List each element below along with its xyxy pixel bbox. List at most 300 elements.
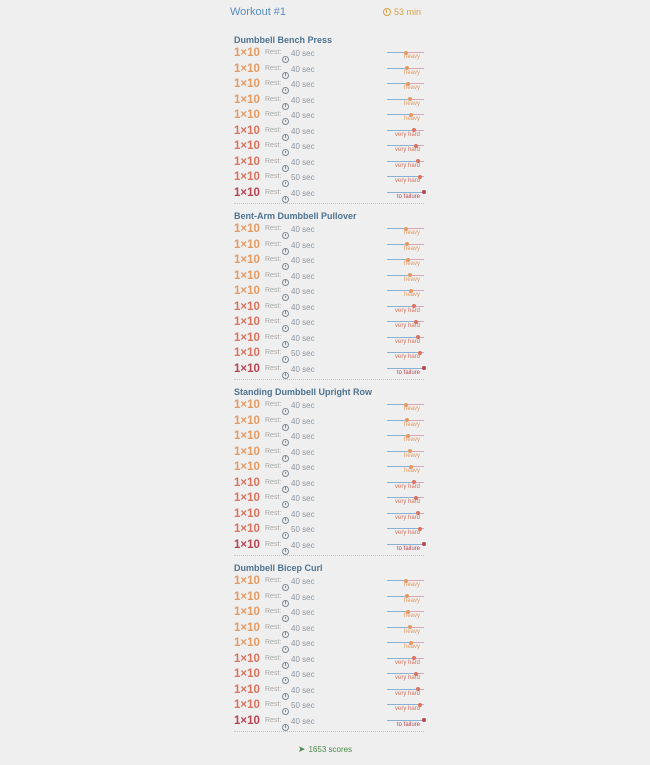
rest-label: Rest:: [265, 271, 282, 279]
set-reps: 1×10: [234, 575, 260, 587]
rest-value: 40 sec: [291, 111, 315, 120]
intensity-slider[interactable]: [387, 636, 424, 651]
intensity-label: to failure: [396, 545, 420, 552]
intensity-track-filled: [387, 176, 420, 177]
rest-label: Rest:: [265, 240, 282, 248]
intensity-track-filled: [387, 114, 411, 115]
intensity-label: heavy: [403, 613, 420, 619]
intensity-track-filled: [387, 337, 418, 338]
rest-value: 40 sec: [291, 364, 315, 374]
intensity-label: very hard: [394, 675, 420, 681]
intensity-track-rest: [407, 596, 424, 597]
rest-value: 40 sec: [291, 240, 315, 250]
intensity-label: heavy: [403, 85, 420, 91]
rest-value: 40 sec: [291, 188, 315, 198]
set-reps: 1×10: [234, 621, 260, 634]
clock-icon: [282, 190, 289, 208]
clock-icon: [282, 366, 289, 384]
set-reps: 1×10: [234, 668, 260, 680]
rest-value: 50 sec: [291, 525, 315, 534]
rest-label: Rest:: [265, 623, 282, 631]
intensity-track-rest: [408, 259, 424, 260]
set-reps: 1×10: [234, 155, 260, 168]
intensity-track-filled: [387, 544, 424, 545]
intensity-track-filled: [387, 689, 418, 690]
intensity-label: very hard: [394, 338, 420, 345]
intensity-label: heavy: [403, 582, 420, 588]
rest-label: Rest:: [265, 111, 282, 118]
rest-label: Rest:: [265, 432, 282, 439]
intensity-label: to failure: [396, 721, 420, 728]
intensity-track-filled: [387, 68, 407, 69]
intensity-slider[interactable]: [387, 460, 424, 475]
intensity-track-filled: [387, 704, 420, 705]
intensity-handle[interactable]: [422, 718, 426, 722]
set-row: [234, 605, 424, 621]
intensity-label: very hard: [394, 178, 420, 184]
set-row: [234, 621, 424, 637]
intensity-slider[interactable]: [387, 605, 424, 620]
rest-label: Rest:: [265, 577, 282, 584]
rest-value: 40 sec: [291, 509, 315, 519]
intensity-slider[interactable]: [387, 155, 424, 170]
intensity-slider[interactable]: [387, 93, 424, 108]
set-reps: 1×10: [234, 399, 260, 411]
set-reps: 1×10: [234, 347, 260, 359]
rest-value: 40 sec: [291, 126, 315, 136]
intensity-track-filled: [387, 596, 407, 597]
rest-value: 40 sec: [291, 302, 315, 312]
intensity-label: very hard: [394, 483, 420, 490]
rest-label: Rest:: [265, 608, 282, 615]
rest-label: Rest:: [265, 126, 282, 134]
intensity-track-filled: [387, 83, 408, 84]
set-reps: 1×10: [234, 285, 260, 297]
intensity-label: heavy: [403, 261, 420, 267]
intensity-track-filled: [387, 513, 418, 514]
intensity-track-filled: [387, 259, 408, 260]
intensity-label: very hard: [394, 706, 420, 712]
intensity-slider[interactable]: [387, 491, 424, 506]
intensity-track-rest: [410, 451, 424, 452]
rest-label: Rest:: [265, 318, 282, 325]
intensity-track-filled: [387, 451, 410, 452]
rest-label: Rest:: [265, 142, 282, 149]
rest-value: 40 sec: [291, 432, 315, 441]
intensity-label: heavy: [403, 406, 420, 412]
set-row: [234, 238, 424, 254]
rest-value: 50 sec: [291, 701, 315, 710]
rest-value: 40 sec: [291, 142, 315, 151]
intensity-track-rest: [406, 52, 424, 53]
intensity-slider[interactable]: [387, 714, 424, 729]
set-reps: 1×10: [234, 606, 260, 618]
intensity-handle[interactable]: [422, 542, 426, 546]
intensity-track-filled: [387, 673, 416, 674]
intensity-label: heavy: [403, 230, 420, 236]
intensity-slider[interactable]: [387, 429, 424, 444]
intensity-slider[interactable]: [387, 238, 424, 253]
set-row: [234, 667, 424, 683]
intensity-slider[interactable]: [387, 398, 424, 413]
set-row: [234, 186, 424, 202]
intensity-slider[interactable]: [387, 652, 424, 667]
intensity-slider[interactable]: [387, 362, 424, 377]
set-reps: 1×10: [234, 254, 260, 266]
intensity-label: heavy: [403, 452, 420, 459]
intensity-slider[interactable]: [387, 269, 424, 284]
intensity-track-filled: [387, 290, 411, 291]
rest-value: 40 sec: [291, 685, 315, 695]
rest-label: Rest:: [265, 64, 282, 72]
intensity-slider[interactable]: [387, 621, 424, 636]
set-row: [234, 714, 424, 730]
rest-label: Rest:: [265, 49, 282, 56]
set-row: [234, 538, 424, 554]
intensity-track-filled: [387, 482, 414, 483]
rest-value: 40 sec: [291, 80, 315, 89]
intensity-slider[interactable]: [387, 315, 424, 330]
set-reps: 1×10: [234, 109, 260, 121]
intensity-track-filled: [387, 192, 424, 193]
set-row: [234, 683, 424, 699]
rest-value: 50 sec: [291, 349, 315, 358]
intensity-slider[interactable]: [387, 139, 424, 154]
rest-value: 40 sec: [291, 654, 315, 664]
set-reps: 1×10: [234, 637, 260, 649]
intensity-label: heavy: [403, 421, 420, 428]
set-row: [234, 522, 424, 538]
intensity-track-filled: [387, 321, 416, 322]
rest-value: 40 sec: [291, 716, 315, 726]
rest-value: 40 sec: [291, 318, 315, 327]
intensity-label: very hard: [394, 162, 420, 169]
set-reps: 1×10: [234, 507, 260, 520]
rest-value: 40 sec: [291, 256, 315, 265]
intensity-slider[interactable]: [387, 77, 424, 92]
rest-value: 40 sec: [291, 225, 315, 234]
rest-value: 40 sec: [291, 478, 315, 488]
intensity-slider[interactable]: [387, 300, 424, 315]
intensity-track-filled: [387, 244, 407, 245]
rest-label: Rest:: [265, 701, 282, 708]
set-row: [234, 460, 424, 476]
exercise-divider: [234, 731, 424, 732]
intensity-handle[interactable]: [422, 190, 426, 194]
set-reps: 1×10: [234, 47, 260, 59]
workout-header: [230, 4, 421, 20]
intensity-slider[interactable]: [387, 253, 424, 268]
rest-value: 40 sec: [291, 592, 315, 602]
rest-value: 40 sec: [291, 494, 315, 503]
intensity-slider[interactable]: [387, 124, 424, 139]
set-reps: 1×10: [234, 362, 260, 375]
duration-value: 53 min: [393, 7, 421, 17]
rest-value: 40 sec: [291, 64, 315, 74]
rest-value: 40 sec: [291, 333, 315, 343]
intensity-slider[interactable]: [387, 284, 424, 299]
rest-label: Rest:: [265, 333, 282, 341]
rest-label: Rest:: [265, 463, 282, 470]
set-reps: 1×10: [234, 223, 260, 235]
intensity-slider[interactable]: [387, 346, 424, 361]
rest-value: 40 sec: [291, 540, 315, 550]
rest-label: Rest:: [265, 639, 282, 646]
rest-value: 40 sec: [291, 157, 315, 167]
rest-label: Rest:: [265, 256, 282, 263]
intensity-track-rest: [407, 68, 424, 69]
set-row: [234, 590, 424, 606]
intensity-track-rest: [410, 99, 424, 100]
intensity-track-rest: [410, 627, 424, 628]
intensity-handle[interactable]: [422, 366, 426, 370]
intensity-label: heavy: [403, 644, 420, 650]
intensity-slider[interactable]: [387, 590, 424, 605]
intensity-label: very hard: [394, 659, 420, 666]
rest-label: Rest:: [265, 509, 282, 517]
intensity-track-filled: [387, 720, 424, 721]
intensity-label: to failure: [396, 193, 420, 200]
set-reps: 1×10: [234, 492, 260, 504]
clock-icon: [282, 718, 289, 736]
set-reps: 1×10: [234, 683, 260, 696]
intensity-label: heavy: [403, 292, 420, 298]
set-reps: 1×10: [234, 171, 260, 183]
set-row: [234, 429, 424, 445]
intensity-track-filled: [387, 368, 424, 369]
exercise-name[interactable]: Standing Dumbbell Upright Row: [234, 387, 372, 397]
rest-value: 40 sec: [291, 639, 315, 648]
exercise-divider: [234, 555, 424, 556]
set-row: [234, 398, 424, 414]
set-row: [234, 362, 424, 378]
set-row: [234, 574, 424, 590]
rest-label: Rest:: [265, 478, 282, 486]
set-reps: 1×10: [234, 316, 260, 328]
set-row: [234, 93, 424, 109]
rest-label: Rest:: [265, 225, 282, 232]
intensity-slider[interactable]: [387, 62, 424, 77]
rest-label: Rest:: [265, 540, 282, 548]
set-row: [234, 445, 424, 461]
set-row: [234, 652, 424, 668]
intensity-label: heavy: [403, 69, 420, 76]
set-row: [234, 46, 424, 62]
intensity-track-rest: [407, 420, 424, 421]
intensity-track-filled: [387, 528, 420, 529]
rest-label: Rest:: [265, 95, 282, 103]
intensity-track-filled: [387, 99, 410, 100]
intensity-label: to failure: [396, 369, 420, 376]
rest-label: Rest:: [265, 157, 282, 165]
intensity-label: heavy: [403, 468, 420, 474]
set-row: [234, 155, 424, 171]
intensity-track-filled: [387, 130, 414, 131]
rest-label: Rest:: [265, 173, 282, 180]
set-reps: 1×10: [234, 186, 260, 199]
intensity-label: very hard: [394, 131, 420, 138]
workout-title[interactable]: Workout #1: [230, 6, 287, 18]
rest-label: Rest:: [265, 349, 282, 356]
intensity-label: heavy: [403, 100, 420, 107]
intensity-slider[interactable]: [387, 538, 424, 553]
rest-label: Rest:: [265, 188, 282, 196]
rest-value: 40 sec: [291, 287, 315, 296]
rest-label: Rest:: [265, 447, 282, 455]
scores-count: 1653 scores: [308, 745, 353, 754]
exercise-block: [234, 210, 424, 380]
set-row: [234, 698, 424, 714]
intensity-track-filled: [387, 420, 407, 421]
intensity-slider[interactable]: [387, 170, 424, 185]
intensity-track-rest: [406, 580, 424, 581]
set-row: [234, 331, 424, 347]
set-reps: 1×10: [234, 331, 260, 344]
rest-value: 40 sec: [291, 271, 315, 281]
set-reps: 1×10: [234, 238, 260, 251]
intensity-label: heavy: [403, 437, 420, 443]
rest-value: 40 sec: [291, 577, 315, 586]
rest-value: 40 sec: [291, 49, 315, 58]
exercise-name[interactable]: Dumbbell Bench Press: [234, 35, 333, 45]
set-row: [234, 507, 424, 523]
intensity-slider[interactable]: [387, 507, 424, 522]
set-row: [234, 139, 424, 155]
rest-label: Rest:: [265, 525, 282, 532]
intensity-track-filled: [387, 435, 408, 436]
set-reps: 1×10: [234, 476, 260, 489]
rest-label: Rest:: [265, 364, 282, 372]
rest-label: Rest:: [265, 287, 282, 294]
clock-icon: [383, 8, 391, 16]
intensity-label: heavy: [403, 245, 420, 252]
intensity-slider[interactable]: [387, 574, 424, 589]
set-row: [234, 124, 424, 140]
set-reps: 1×10: [234, 300, 260, 313]
intensity-track-filled: [387, 497, 416, 498]
intensity-slider[interactable]: [387, 522, 424, 537]
intensity-track-rest: [408, 611, 424, 612]
intensity-label: very hard: [394, 530, 420, 536]
set-row: [234, 222, 424, 238]
set-reps: 1×10: [234, 124, 260, 137]
intensity-track-filled: [387, 627, 410, 628]
set-reps: 1×10: [234, 652, 260, 665]
intensity-slider[interactable]: [387, 667, 424, 682]
set-reps: 1×10: [234, 414, 260, 427]
intensity-track-filled: [387, 145, 416, 146]
set-reps: 1×10: [234, 445, 260, 458]
rest-value: 40 sec: [291, 608, 315, 617]
intensity-slider[interactable]: [387, 222, 424, 237]
intensity-slider[interactable]: [387, 414, 424, 429]
rest-value: 40 sec: [291, 416, 315, 426]
rest-value: 40 sec: [291, 623, 315, 633]
intensity-track-rest: [410, 275, 424, 276]
set-reps: 1×10: [234, 461, 260, 473]
rest-label: Rest:: [265, 592, 282, 600]
set-reps: 1×10: [234, 140, 260, 152]
set-reps: 1×10: [234, 269, 260, 282]
intensity-track-rest: [406, 404, 424, 405]
intensity-track-filled: [387, 352, 420, 353]
intensity-track-rest: [408, 83, 424, 84]
intensity-label: heavy: [403, 54, 420, 60]
rest-value: 50 sec: [291, 173, 315, 182]
set-row: [234, 491, 424, 507]
intensity-track-filled: [387, 658, 414, 659]
set-reps: 1×10: [234, 62, 260, 75]
intensity-slider[interactable]: [387, 108, 424, 123]
intensity-slider[interactable]: [387, 445, 424, 460]
set-reps: 1×10: [234, 430, 260, 442]
set-row: [234, 636, 424, 652]
set-row: [234, 315, 424, 331]
intensity-label: heavy: [403, 628, 420, 635]
workout-duration: [383, 7, 421, 17]
intensity-label: heavy: [403, 597, 420, 604]
rest-label: Rest:: [265, 716, 282, 724]
set-row: [234, 476, 424, 492]
set-row: [234, 108, 424, 124]
rest-label: Rest:: [265, 80, 282, 87]
exercise-block: [234, 386, 424, 556]
rest-value: 40 sec: [291, 670, 315, 679]
intensity-slider[interactable]: [387, 698, 424, 713]
intensity-track-filled: [387, 642, 411, 643]
intensity-track-filled: [387, 466, 411, 467]
set-row: [234, 77, 424, 93]
set-reps: 1×10: [234, 590, 260, 603]
rest-value: 40 sec: [291, 95, 315, 105]
intensity-label: heavy: [403, 116, 420, 122]
set-row: [234, 170, 424, 186]
exercise-name[interactable]: Bent-Arm Dumbbell Pullover: [234, 211, 357, 221]
intensity-slider[interactable]: [387, 186, 424, 201]
intensity-track-filled: [387, 275, 410, 276]
intensity-track-rest: [406, 228, 424, 229]
intensity-slider[interactable]: [387, 683, 424, 698]
intensity-label: very hard: [394, 307, 420, 314]
rest-label: Rest:: [265, 654, 282, 662]
intensity-track-filled: [387, 161, 418, 162]
rocket-icon: ➤: [297, 744, 306, 754]
set-reps: 1×10: [234, 523, 260, 535]
intensity-label: very hard: [394, 323, 420, 329]
intensity-track-filled: [387, 611, 408, 612]
rest-label: Rest:: [265, 685, 282, 693]
intensity-track-filled: [387, 306, 414, 307]
intensity-slider[interactable]: [387, 331, 424, 346]
rest-label: Rest:: [265, 416, 282, 424]
set-row: [234, 284, 424, 300]
clock-icon: [282, 542, 289, 560]
set-reps: 1×10: [234, 699, 260, 711]
set-row: [234, 253, 424, 269]
intensity-slider[interactable]: [387, 476, 424, 491]
exercise-divider: [234, 379, 424, 380]
rest-value: 40 sec: [291, 463, 315, 472]
exercise-name[interactable]: Dumbbell Bicep Curl: [234, 563, 323, 573]
set-reps: 1×10: [234, 714, 260, 727]
intensity-track-rest: [408, 435, 424, 436]
intensity-slider[interactable]: [387, 46, 424, 61]
set-row: [234, 300, 424, 316]
set-row: [234, 346, 424, 362]
rest-value: 40 sec: [291, 447, 315, 457]
set-reps: 1×10: [234, 538, 260, 551]
scores-footer: [0, 744, 650, 755]
